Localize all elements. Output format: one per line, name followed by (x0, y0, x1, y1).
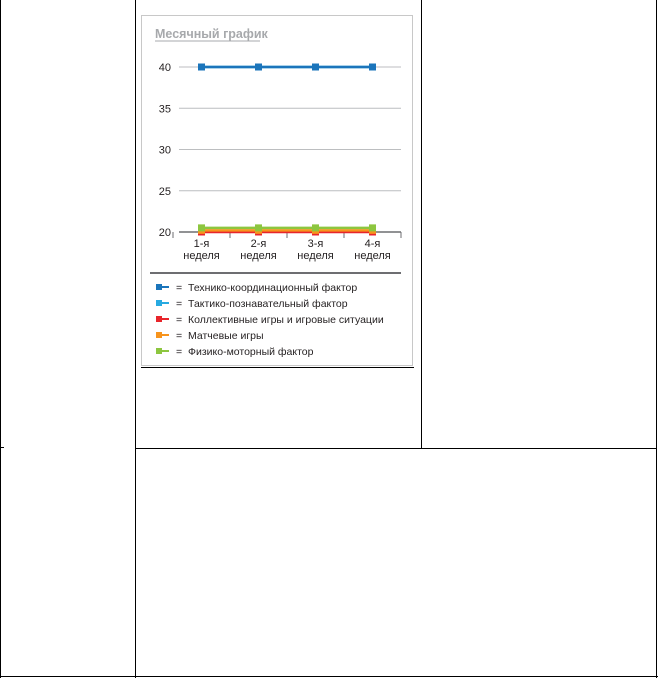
legend-equals-sign: = (176, 330, 183, 342)
series-point-marker (198, 224, 205, 231)
series-point-marker (255, 224, 262, 231)
table-border-left (0, 0, 1, 678)
table-border-row (135, 448, 657, 449)
legend-equals-sign: = (176, 282, 183, 294)
y-tick-label: 40 (158, 62, 171, 74)
x-category-label: неделя (183, 250, 220, 262)
series-point-marker (255, 64, 262, 71)
monthly-chart-panel (141, 15, 413, 366)
x-category-label: неделя (240, 250, 277, 262)
x-category-label: неделя (354, 250, 391, 262)
series-point-marker (198, 64, 205, 71)
series-point-marker (369, 224, 376, 231)
series-point-marker (312, 224, 319, 231)
x-category-label: 3-я (307, 238, 324, 250)
series-point-marker (312, 64, 319, 71)
y-tick-label: 30 (158, 144, 171, 157)
legend-entry-label: Тактико-познавательный фактор (188, 298, 348, 310)
x-category-label: 4-я (364, 238, 381, 250)
chart-caption-rule (141, 367, 414, 368)
series-point-marker (369, 64, 376, 71)
y-tick-label: 20 (158, 227, 171, 239)
legend-equals-sign: = (176, 298, 183, 310)
x-category-label: 2-я (250, 238, 267, 250)
table-border-divider-2 (421, 0, 422, 449)
legend-swatch-marker (156, 284, 162, 290)
chart-title: Месячный график (155, 27, 268, 41)
x-category-label: неделя (297, 250, 334, 262)
legend-equals-sign: = (176, 346, 183, 358)
legend-swatch-marker (156, 332, 162, 338)
row-marker (0, 447, 4, 448)
y-tick-label: 35 (158, 103, 171, 116)
legend-swatch-marker (156, 300, 162, 306)
table-border-divider-1 (135, 0, 136, 678)
legend-equals-sign: = (176, 314, 183, 326)
monthly-line-chart (142, 16, 412, 365)
table-border-right (656, 0, 657, 678)
table-border-bottom (0, 676, 658, 677)
legend-entry-label: Матчевые игры (188, 330, 264, 342)
legend-swatch-marker (156, 316, 162, 322)
y-tick-label: 25 (158, 185, 171, 198)
legend-entry-label: Коллективные игры и игровые ситуации (188, 314, 384, 326)
legend-swatch-marker (156, 348, 162, 354)
legend-entry-label: Физико-моторный фактор (188, 346, 314, 358)
legend-entry-label: Технико-координационный фактор (188, 282, 358, 294)
x-category-label: 1-я (193, 238, 210, 250)
